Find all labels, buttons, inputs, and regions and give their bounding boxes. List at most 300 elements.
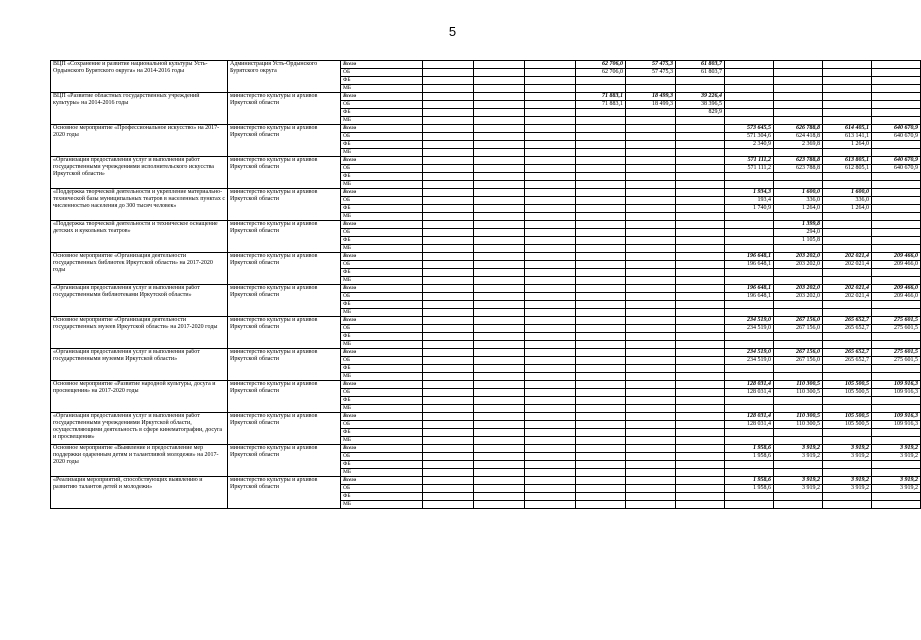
- amount-cell: 105 500,5: [823, 381, 872, 389]
- amount-cell: [774, 397, 823, 405]
- amount-cell: [474, 141, 525, 149]
- amount-cell: [823, 365, 872, 373]
- amount-cell: [774, 117, 823, 125]
- activity-description: Основное мероприятие «Организация деятельности государственных библиотек Иркутской области» на 2017-2020 годы: [51, 253, 228, 285]
- table-row: [51, 125, 921, 133]
- amount-cell: [576, 429, 626, 437]
- amount-cell: [576, 229, 626, 237]
- amount-cell: 18 499,3: [626, 101, 676, 109]
- amount-cell: 203 202,0: [774, 293, 823, 301]
- amount-cell: 3 919,2: [774, 453, 823, 461]
- amount-cell: 613 141,1: [823, 133, 872, 141]
- amount-cell: [525, 117, 576, 125]
- amount-cell: [474, 469, 525, 477]
- amount-cell: [676, 141, 725, 149]
- amount-cell: [774, 501, 823, 509]
- amount-cell: [626, 397, 676, 405]
- amount-cell: [626, 429, 676, 437]
- amount-cell: [676, 213, 725, 221]
- amount-cell: [676, 237, 725, 245]
- amount-cell: [525, 317, 576, 325]
- activity-description: «Организация предоставления услуг и выполнения работ государственными библиотеками Иркутской области»: [51, 285, 228, 317]
- amount-cell: [626, 469, 676, 477]
- amount-cell: [423, 469, 474, 477]
- amount-cell: [676, 501, 725, 509]
- amount-cell: [576, 149, 626, 157]
- amount-cell: [872, 93, 921, 101]
- amount-cell: [774, 437, 823, 445]
- amount-cell: [423, 341, 474, 349]
- amount-cell: [626, 237, 676, 245]
- amount-cell: 209 466,0: [872, 261, 921, 269]
- amount-cell: [576, 173, 626, 181]
- amount-cell: [725, 405, 774, 413]
- amount-cell: 234 519,0: [725, 317, 774, 325]
- amount-cell: [725, 365, 774, 373]
- amount-cell: [474, 61, 525, 69]
- amount-cell: 203 202,0: [774, 285, 823, 293]
- amount-cell: 61 803,7: [676, 61, 725, 69]
- amount-cell: [423, 149, 474, 157]
- amount-cell: [626, 85, 676, 93]
- funding-source-label: ОБ: [341, 261, 423, 269]
- amount-cell: [823, 397, 872, 405]
- funding-source-label: ФБ: [341, 237, 423, 245]
- funding-source-label: ФБ: [341, 77, 423, 85]
- amount-cell: [774, 269, 823, 277]
- amount-cell: [423, 221, 474, 229]
- amount-cell: [774, 69, 823, 77]
- amount-cell: [725, 213, 774, 221]
- amount-cell: 623 788,8: [774, 165, 823, 173]
- amount-cell: [423, 229, 474, 237]
- amount-cell: [676, 173, 725, 181]
- amount-cell: [626, 341, 676, 349]
- amount-cell: [525, 149, 576, 157]
- amount-cell: [823, 437, 872, 445]
- amount-cell: 202 021,4: [823, 253, 872, 261]
- amount-cell: [525, 141, 576, 149]
- responsible-organization: министерство культуры и архивов Иркутской области: [228, 477, 341, 509]
- amount-cell: [676, 493, 725, 501]
- amount-cell: [725, 229, 774, 237]
- amount-cell: [872, 221, 921, 229]
- amount-cell: 71 883,1: [576, 101, 626, 109]
- amount-cell: 1 740,9: [725, 205, 774, 213]
- amount-cell: [525, 485, 576, 493]
- amount-cell: 196 648,1: [725, 293, 774, 301]
- amount-cell: [676, 181, 725, 189]
- amount-cell: [423, 461, 474, 469]
- table-row: [51, 477, 921, 485]
- funding-source-label: МБ: [341, 277, 423, 285]
- amount-cell: [676, 469, 725, 477]
- amount-cell: 1 958,6: [725, 477, 774, 485]
- responsible-organization: министерство культуры и архивов Иркутской области: [228, 445, 341, 477]
- amount-cell: 1 264,0: [823, 205, 872, 213]
- amount-cell: [676, 205, 725, 213]
- amount-cell: [725, 237, 774, 245]
- activity-description: Основное мероприятие «Профессиональное искусство» на 2017-2020 годы: [51, 125, 228, 157]
- amount-cell: [725, 469, 774, 477]
- funding-source-label: ФБ: [341, 461, 423, 469]
- amount-cell: [576, 213, 626, 221]
- funding-source-label: ФБ: [341, 493, 423, 501]
- responsible-organization: министерство культуры и архивов Иркутской области: [228, 285, 341, 317]
- funding-source-label: Всего: [341, 285, 423, 293]
- amount-cell: [576, 389, 626, 397]
- amount-cell: [774, 173, 823, 181]
- amount-cell: [423, 141, 474, 149]
- funding-source-label: ФБ: [341, 173, 423, 181]
- amount-cell: [725, 373, 774, 381]
- amount-cell: 3 919,2: [872, 453, 921, 461]
- amount-cell: [474, 165, 525, 173]
- amount-cell: 1 600,0: [774, 189, 823, 197]
- amount-cell: 3 919,2: [823, 445, 872, 453]
- amount-cell: 294,0: [774, 229, 823, 237]
- activity-description: «Поддержка творческой деятельности и укрепление материально-технической базы муниципальных театров в населенных пунктах с численностью населения до 300 тысяч человек»: [51, 189, 228, 221]
- amount-cell: 1 600,0: [823, 189, 872, 197]
- amount-cell: [872, 141, 921, 149]
- amount-cell: 623 788,8: [774, 157, 823, 165]
- amount-cell: [525, 173, 576, 181]
- amount-cell: 110 300,5: [774, 389, 823, 397]
- amount-cell: [725, 221, 774, 229]
- amount-cell: [676, 245, 725, 253]
- amount-cell: [474, 157, 525, 165]
- amount-cell: [823, 69, 872, 77]
- table-row: [51, 157, 921, 165]
- amount-cell: [676, 429, 725, 437]
- funding-source-label: ФБ: [341, 365, 423, 373]
- amount-cell: [676, 317, 725, 325]
- amount-cell: [423, 269, 474, 277]
- amount-cell: [823, 181, 872, 189]
- amount-cell: [474, 437, 525, 445]
- funding-source-label: МБ: [341, 117, 423, 125]
- amount-cell: [423, 301, 474, 309]
- amount-cell: [525, 397, 576, 405]
- amount-cell: [626, 157, 676, 165]
- amount-cell: [576, 333, 626, 341]
- responsible-organization: министерство культуры и архивов Иркутской области: [228, 253, 341, 285]
- amount-cell: [525, 61, 576, 69]
- amount-cell: 265 652,7: [823, 317, 872, 325]
- amount-cell: [676, 421, 725, 429]
- amount-cell: [525, 221, 576, 229]
- amount-cell: [474, 309, 525, 317]
- amount-cell: [423, 421, 474, 429]
- funding-source-label: Всего: [341, 221, 423, 229]
- amount-cell: [525, 269, 576, 277]
- amount-cell: [423, 493, 474, 501]
- amount-cell: [676, 229, 725, 237]
- amount-cell: [626, 77, 676, 85]
- amount-cell: 109 916,3: [872, 381, 921, 389]
- amount-cell: [576, 453, 626, 461]
- amount-cell: [423, 317, 474, 325]
- amount-cell: [474, 493, 525, 501]
- amount-cell: [872, 405, 921, 413]
- amount-cell: [774, 61, 823, 69]
- amount-cell: [525, 373, 576, 381]
- amount-cell: [676, 397, 725, 405]
- amount-cell: [474, 125, 525, 133]
- amount-cell: [774, 181, 823, 189]
- amount-cell: [525, 333, 576, 341]
- amount-cell: [872, 373, 921, 381]
- amount-cell: [423, 93, 474, 101]
- page-number: 5: [448, 24, 457, 39]
- amount-cell: [576, 181, 626, 189]
- amount-cell: [626, 205, 676, 213]
- amount-cell: [576, 133, 626, 141]
- table-body: [51, 61, 921, 509]
- responsible-organization: министерство культуры и архивов Иркутской области: [228, 381, 341, 413]
- amount-cell: [823, 229, 872, 237]
- amount-cell: [676, 477, 725, 485]
- responsible-organization: министерство культуры и архивов Иркутской области: [228, 93, 341, 125]
- amount-cell: [474, 389, 525, 397]
- amount-cell: [626, 189, 676, 197]
- amount-cell: [474, 357, 525, 365]
- amount-cell: [576, 493, 626, 501]
- funding-source-label: Всего: [341, 477, 423, 485]
- amount-cell: [576, 421, 626, 429]
- amount-cell: [525, 205, 576, 213]
- amount-cell: 38 396,5: [676, 101, 725, 109]
- amount-cell: [525, 349, 576, 357]
- amount-cell: [626, 173, 676, 181]
- amount-cell: [474, 333, 525, 341]
- amount-cell: [774, 469, 823, 477]
- amount-cell: [474, 173, 525, 181]
- amount-cell: [423, 85, 474, 93]
- amount-cell: [576, 365, 626, 373]
- amount-cell: [676, 389, 725, 397]
- amount-cell: [423, 117, 474, 125]
- table-row: [51, 381, 921, 389]
- amount-cell: 267 156,0: [774, 349, 823, 357]
- amount-cell: 3 919,2: [774, 485, 823, 493]
- amount-cell: [676, 485, 725, 493]
- funding-source-label: МБ: [341, 309, 423, 317]
- amount-cell: [525, 325, 576, 333]
- amount-cell: [576, 277, 626, 285]
- activity-description: Основное мероприятие «Развитие народной культуры, досуга и просвещения» на 2017-2020 годы: [51, 381, 228, 413]
- funding-source-label: МБ: [341, 85, 423, 93]
- amount-cell: 626 788,8: [774, 125, 823, 133]
- amount-cell: 109 916,3: [872, 413, 921, 421]
- amount-cell: [774, 341, 823, 349]
- amount-cell: [576, 437, 626, 445]
- amount-cell: [576, 469, 626, 477]
- amount-cell: [474, 501, 525, 509]
- amount-cell: [872, 173, 921, 181]
- amount-cell: 3 919,2: [774, 445, 823, 453]
- amount-cell: [525, 493, 576, 501]
- amount-cell: [626, 357, 676, 365]
- amount-cell: [525, 181, 576, 189]
- amount-cell: [872, 109, 921, 117]
- amount-cell: 110 300,5: [774, 381, 823, 389]
- amount-cell: 265 652,7: [823, 357, 872, 365]
- activity-description: «Реализация мероприятий, способствующих выявлению и развитию талантов детей и молодежи»: [51, 477, 228, 509]
- funding-source-label: Всего: [341, 189, 423, 197]
- amount-cell: [474, 405, 525, 413]
- funding-source-label: Всего: [341, 381, 423, 389]
- amount-cell: 640 670,9: [872, 125, 921, 133]
- table-row: [51, 445, 921, 453]
- amount-cell: [676, 405, 725, 413]
- amount-cell: [626, 253, 676, 261]
- responsible-organization: министерство культуры и архивов Иркутской области: [228, 125, 341, 157]
- amount-cell: [626, 221, 676, 229]
- amount-cell: [423, 413, 474, 421]
- amount-cell: [423, 477, 474, 485]
- amount-cell: 267 156,0: [774, 325, 823, 333]
- amount-cell: [823, 429, 872, 437]
- amount-cell: [872, 245, 921, 253]
- amount-cell: 61 803,7: [676, 69, 725, 77]
- amount-cell: [626, 389, 676, 397]
- funding-source-label: ОБ: [341, 197, 423, 205]
- table-row: [51, 189, 921, 197]
- amount-cell: [474, 197, 525, 205]
- amount-cell: [576, 317, 626, 325]
- financing-table: [50, 60, 921, 509]
- amount-cell: [872, 237, 921, 245]
- amount-cell: [626, 269, 676, 277]
- amount-cell: [474, 93, 525, 101]
- amount-cell: [423, 485, 474, 493]
- amount-cell: [423, 405, 474, 413]
- amount-cell: [725, 109, 774, 117]
- amount-cell: [872, 229, 921, 237]
- funding-source-label: Всего: [341, 445, 423, 453]
- amount-cell: [525, 405, 576, 413]
- amount-cell: [576, 269, 626, 277]
- amount-cell: [525, 413, 576, 421]
- amount-cell: [576, 381, 626, 389]
- amount-cell: [774, 301, 823, 309]
- amount-cell: 1 264,0: [774, 205, 823, 213]
- amount-cell: 3 919,2: [872, 485, 921, 493]
- amount-cell: 193,4: [725, 197, 774, 205]
- amount-cell: 265 652,7: [823, 325, 872, 333]
- amount-cell: [872, 189, 921, 197]
- amount-cell: [423, 397, 474, 405]
- amount-cell: 105 500,5: [823, 421, 872, 429]
- amount-cell: [626, 213, 676, 221]
- amount-cell: [525, 341, 576, 349]
- amount-cell: 196 648,1: [725, 253, 774, 261]
- amount-cell: [576, 245, 626, 253]
- amount-cell: 640 670,9: [872, 133, 921, 141]
- amount-cell: 3 919,2: [823, 485, 872, 493]
- amount-cell: [872, 69, 921, 77]
- amount-cell: [725, 93, 774, 101]
- amount-cell: [872, 309, 921, 317]
- amount-cell: [423, 237, 474, 245]
- amount-cell: [525, 237, 576, 245]
- amount-cell: [823, 461, 872, 469]
- funding-source-label: ОБ: [341, 101, 423, 109]
- funding-source-label: ФБ: [341, 397, 423, 405]
- amount-cell: [626, 477, 676, 485]
- amount-cell: [774, 149, 823, 157]
- amount-cell: [576, 125, 626, 133]
- amount-cell: 640 670,9: [872, 165, 921, 173]
- amount-cell: [872, 437, 921, 445]
- amount-cell: [872, 85, 921, 93]
- table-row: [51, 285, 921, 293]
- amount-cell: [872, 77, 921, 85]
- amount-cell: [423, 333, 474, 341]
- amount-cell: [474, 189, 525, 197]
- amount-cell: [423, 277, 474, 285]
- amount-cell: [576, 301, 626, 309]
- amount-cell: [474, 453, 525, 461]
- amount-cell: [525, 445, 576, 453]
- amount-cell: [474, 317, 525, 325]
- amount-cell: [872, 101, 921, 109]
- amount-cell: [626, 165, 676, 173]
- table-row: [51, 221, 921, 229]
- funding-source-label: ОБ: [341, 229, 423, 237]
- amount-cell: 57 475,3: [626, 61, 676, 69]
- amount-cell: [626, 149, 676, 157]
- amount-cell: [525, 477, 576, 485]
- amount-cell: [626, 445, 676, 453]
- amount-cell: [676, 253, 725, 261]
- funding-source-label: МБ: [341, 373, 423, 381]
- amount-cell: 1 105,8: [774, 237, 823, 245]
- amount-cell: [576, 309, 626, 317]
- funding-source-label: ОБ: [341, 421, 423, 429]
- responsible-organization: министерство культуры и архивов Иркутской области: [228, 221, 341, 253]
- amount-cell: [525, 157, 576, 165]
- amount-cell: [676, 373, 725, 381]
- amount-cell: [423, 133, 474, 141]
- activity-description: Основное мероприятие «Выявление и предоставление мер поддержки одаренным детям и талантливой молодежи» на 2017-2020 годы: [51, 445, 228, 477]
- amount-cell: [872, 269, 921, 277]
- amount-cell: [525, 389, 576, 397]
- amount-cell: [423, 245, 474, 253]
- amount-cell: 2 369,8: [774, 141, 823, 149]
- amount-cell: [474, 213, 525, 221]
- funding-source-label: МБ: [341, 181, 423, 189]
- amount-cell: [676, 77, 725, 85]
- amount-cell: [576, 397, 626, 405]
- amount-cell: [576, 141, 626, 149]
- amount-cell: 1 264,0: [823, 141, 872, 149]
- table-row: [51, 349, 921, 357]
- amount-cell: [626, 405, 676, 413]
- amount-cell: 829,9: [676, 109, 725, 117]
- amount-cell: [525, 285, 576, 293]
- amount-cell: [725, 77, 774, 85]
- funding-source-label: Всего: [341, 317, 423, 325]
- amount-cell: [676, 285, 725, 293]
- amount-cell: [725, 277, 774, 285]
- amount-cell: [676, 437, 725, 445]
- amount-cell: [474, 485, 525, 493]
- amount-cell: 640 670,9: [872, 157, 921, 165]
- funding-source-label: ФБ: [341, 141, 423, 149]
- amount-cell: [725, 397, 774, 405]
